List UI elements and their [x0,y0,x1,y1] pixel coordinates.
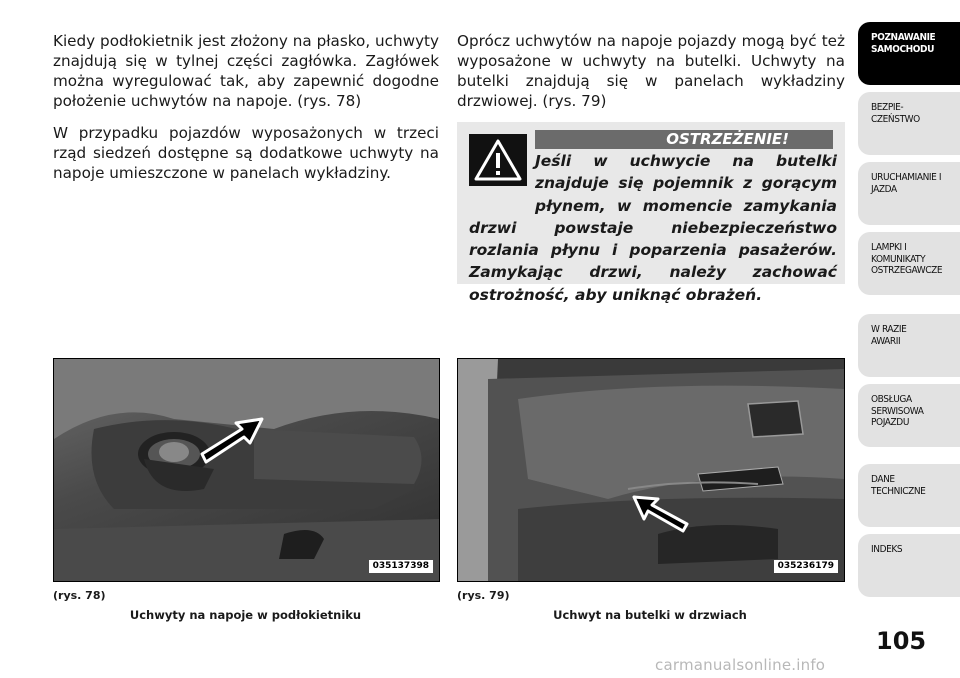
tab-poznawanie-samochodu[interactable] [858,22,960,85]
paragraph: Kiedy podłokietnik jest złożony na płasko, uchwyty znajdują się w tylnej części zagłówka. Zagłówek można wyregulować tak, aby zapewnić dogodne położenie uchwytów na napoje. (rys. 78) [53,32,439,110]
tab-label: DANE TECHNICZNE [871,474,926,497]
figure-code: 035137398 [369,560,433,573]
right-text-column [457,31,845,123]
tab-label: POZNAWANIE SAMOCHODU [871,32,936,55]
tab-label: URUCHAMIANIE I JAZDA [871,172,942,195]
warning-text-wrap [469,150,837,306]
tab-label: OBSŁUGA SERWISOWA POJAZDU [871,394,924,428]
figure-code: 035236179 [774,560,838,573]
tab-dane-techniczne[interactable] [858,464,960,527]
tab-label: LAMPKI I KOMUNIKATY OSTRZEGAWCZE [871,242,943,276]
tab-lampki-i-komunikaty[interactable] [858,232,960,295]
figure-number: (rys. 78) [53,589,106,602]
tab-label: BEZPIE- CZEŃSTWO [871,102,920,125]
figure-caption: Uchwyt na butelki w drzwiach [553,608,747,622]
tab-indeks[interactable] [858,534,960,597]
figure-caption: Uchwyty na napoje w podłokietniku [129,608,362,622]
tab-label: INDEKS [871,544,903,555]
warning-text: Jeśli w uchwycie na butelki znajduje się pojemnik z gorącym płynem, w momencie zamykania drzwi powstaje niebezpieczeństwo rozlania płynu i poparzenia pasażerów. Zamykając drzwi, należy zachować ostrożność, aby uniknąć obrażeń. [469,152,837,304]
tab-w-razie-awarii[interactable] [858,314,960,377]
tab-obsluga-serwisowa[interactable] [858,384,960,447]
page-number: 105 [876,627,927,655]
armrest-cupholder-photo [53,358,440,582]
tab-label: W RAZIE AWARII [871,324,907,347]
warning-title: OSTRZEŻENIE! [535,130,833,149]
warning-box [457,122,845,304]
paragraph: Oprócz uchwytów na napoje pojazdy mogą być też wyposażone w uchwyty na butelki. Uchwyty na butelki znajdują się w panelach wykładziny drzwiowej. (rys. 79) [457,32,845,110]
watermark: carmanualsonline.info [655,656,826,674]
door-bottle-holder-photo [457,358,845,582]
paragraph: W przypadku pojazdów wyposażonych w trzeci rząd siedzeń dostępne są dodatkowe uchwyty na napoje umieszczone w panelach wykładziny. [53,124,439,182]
figure-number: (rys. 79) [457,589,510,602]
left-text-column [53,31,439,195]
tab-bezpieczenstwo[interactable] [858,92,960,155]
tab-uruchamianie-i-jazda[interactable] [858,162,960,225]
